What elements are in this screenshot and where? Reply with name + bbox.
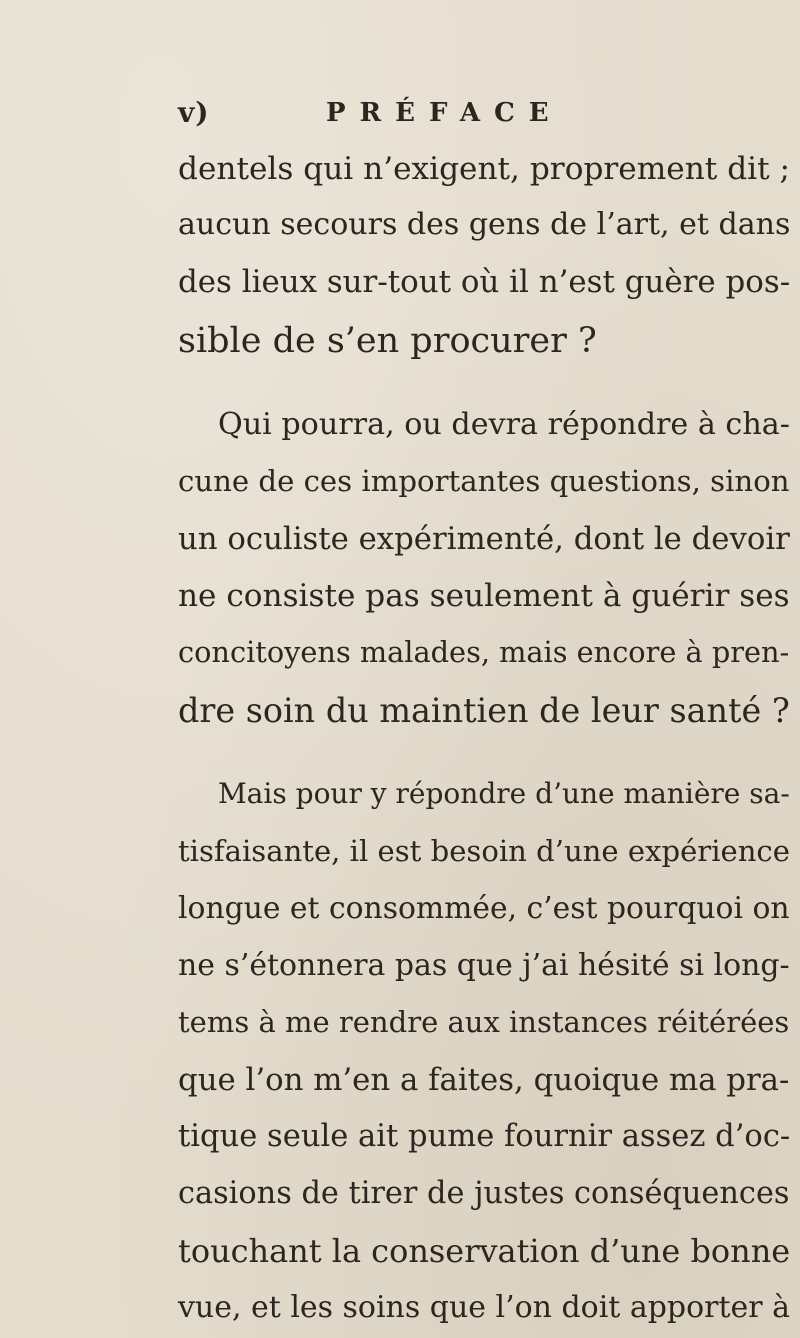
- text-line: tique seule ait pume fournir assez d’oc-: [178, 1119, 791, 1154]
- text-line: ne consiste pas seulement à guérir ses: [178, 578, 790, 614]
- text-line: tems à me rendre aux instances réitérées: [178, 1005, 790, 1039]
- text-line: aucun secours des gens de l’art, et dans: [178, 207, 791, 242]
- text-line: longue et consommée, c’est pourquoi on: [178, 891, 790, 926]
- text-line: sible de s’en procurer ?: [178, 321, 597, 361]
- text-line: casions de tirer de justes conséquences: [178, 1176, 790, 1211]
- running-title: PRÉFACE: [326, 98, 563, 128]
- text-line: touchant la conservation d’une bonne: [178, 1232, 791, 1270]
- text-line: dentels qui n’exigent, proprement dit ;: [178, 151, 791, 187]
- text-line: des lieux sur-tout où il n’est guère pos-: [178, 264, 791, 300]
- text-line: ne s’étonnera pas que j’ai hésité si long-: [178, 948, 790, 983]
- text-line: un oculiste expérimenté, dont le devoir: [178, 521, 790, 557]
- text-line: vue, et les soins que l’on doit apporter à: [178, 1290, 790, 1325]
- text-line: concitoyens malades, mais encore à pren-: [178, 635, 790, 669]
- running-head: [178, 96, 788, 136]
- text-line: cune de ces importantes questions, sinon: [178, 464, 790, 498]
- text-line: dre soin du maintien de leur santé ?: [178, 691, 790, 730]
- paragraph-start-line: Qui pourra, ou devra répondre à cha-: [218, 407, 790, 442]
- paragraph-start-line: Mais pour y répondre d’une manière sa-: [218, 777, 790, 810]
- text-line: tisfaisante, il est besoin d’une expérience: [178, 834, 790, 868]
- page-number: v): [178, 96, 210, 129]
- text-line: que l’on m’en a faites, quoique ma pra-: [178, 1062, 790, 1098]
